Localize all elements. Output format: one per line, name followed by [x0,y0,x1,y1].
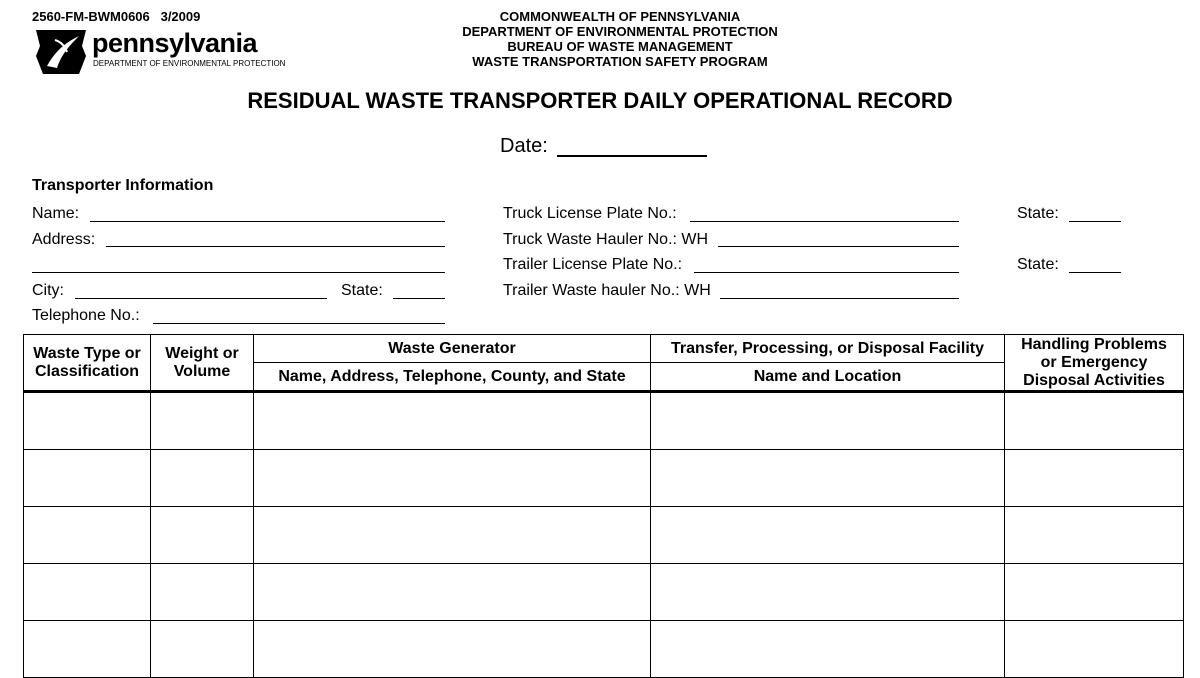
table-cell[interactable] [24,621,151,678]
table-cell[interactable] [1005,507,1184,564]
operational-record-table [23,334,1184,678]
table-cell[interactable] [1005,392,1184,450]
table-row [24,450,1184,507]
col-subheader-facility: Name and Location [651,363,1005,392]
table-cell[interactable] [651,507,1005,564]
table-cell[interactable] [254,507,651,564]
table-row [24,392,1184,450]
telephone-label: Telephone No.: [32,307,140,324]
section-title-transporter: Transporter Information [32,177,214,194]
table-cell[interactable] [651,450,1005,507]
city-label: City: [32,282,64,299]
table-cell[interactable] [254,392,651,450]
page-title: RESIDUAL WASTE TRANSPORTER DAILY OPERATIONAL RECORD [247,88,953,113]
table-cell[interactable] [651,392,1005,450]
agency-block [420,9,820,69]
col-header-facility: Transfer, Processing, or Disposal Facility [651,335,1005,363]
table-cell[interactable] [651,564,1005,621]
city-field[interactable] [75,298,327,299]
keystone-logo-icon [33,26,89,76]
table-cell[interactable] [151,621,254,678]
col-header-generator: Waste Generator [254,335,651,363]
table-cell[interactable] [151,392,254,450]
trailer-state-label: State: [1017,256,1059,273]
logo-subtitle: DEPARTMENT OF ENVIRONMENTAL PROTECTION [93,59,286,68]
col-header-weight: Weight or Volume [151,335,254,392]
form-code: 2560-FM-BWM0606 3/2009 [32,9,201,24]
table-cell[interactable] [24,392,151,450]
table-cell[interactable] [254,564,651,621]
col-header-handling: Handling Problems or Emergency Disposal Activities [1005,335,1184,392]
table-cell[interactable] [24,450,151,507]
table-cell[interactable] [651,621,1005,678]
truck-hauler-label: Truck Waste Hauler No.: WH [503,231,709,248]
truck-plate-label: Truck License Plate No.: [503,205,677,222]
trailer-plate-label: Trailer License Plate No.: [503,256,683,273]
pa-dep-logo [33,26,286,78]
state-label: State: [341,282,383,299]
table-row [24,507,1184,564]
name-label: Name: [32,205,80,222]
table-cell[interactable] [151,450,254,507]
truck-plate-field[interactable] [690,221,959,222]
truck-state-label: State: [1017,205,1059,222]
truck-hauler-field[interactable] [718,246,959,247]
date-field[interactable] [557,155,707,157]
table-cell[interactable] [24,564,151,621]
address-field[interactable] [106,246,445,247]
trailer-hauler-field[interactable] [720,298,959,299]
trailer-state-field[interactable] [1069,272,1121,273]
col-header-waste-type: Waste Type or Classification [24,335,151,392]
table-cell[interactable] [151,507,254,564]
truck-state-field[interactable] [1069,221,1121,222]
table-cell[interactable] [24,507,151,564]
address-label: Address: [32,231,96,248]
agency-line: DEPARTMENT OF ENVIRONMENTAL PROTECTION [462,24,778,39]
table-cell[interactable] [1005,564,1184,621]
table-row [24,564,1184,621]
table-cell[interactable] [1005,621,1184,678]
logo-wordmark: pennsylvania [92,28,258,58]
address-line-2-field[interactable] [32,272,445,273]
table-cell[interactable] [151,564,254,621]
state-field[interactable] [393,298,445,299]
trailer-hauler-label: Trailer Waste hauler No.: WH [503,282,711,299]
telephone-field[interactable] [153,323,445,324]
agency-line: COMMONWEALTH OF PENNSYLVANIA [499,9,741,24]
col-subheader-generator: Name, Address, Telephone, County, and State [254,363,651,392]
table-cell[interactable] [1005,450,1184,507]
trailer-plate-field[interactable] [694,272,959,273]
agency-line: BUREAU OF WASTE MANAGEMENT [507,39,733,54]
agency-line: WASTE TRANSPORTATION SAFETY PROGRAM [472,54,768,69]
name-field[interactable] [90,221,445,222]
table-row [24,621,1184,678]
table-cell[interactable] [254,621,651,678]
table-cell[interactable] [254,450,651,507]
date-label: Date: [500,135,548,157]
